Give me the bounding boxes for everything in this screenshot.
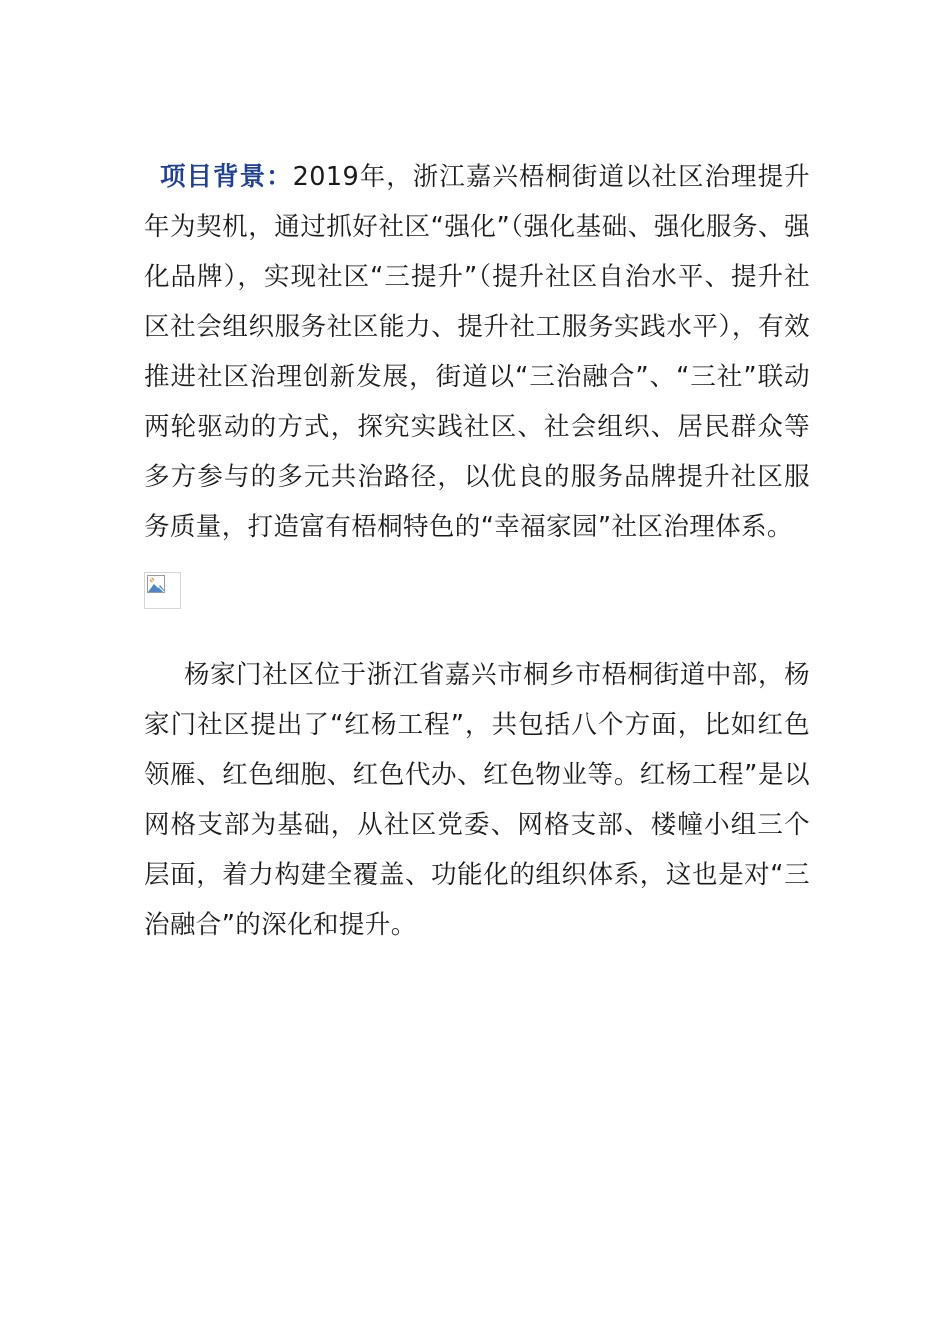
- project-background-text: 2019年，浙江嘉兴梧桐街道以社区治理提升年为契机，通过抓好社区“强化”（强化基础、强化服务、强化品牌），实现社区“三提升”（提升社区自治水平、提升社区社会组织服务社区能力、提升社工服务实践水平），有效推进社区治理创新发展，街道以“三治融合”、“三社”联动两轮驱动的方式，探究实践社区、社会组织、居民群众等多方参与的多元共治路径，以优良的服务品牌提升社区服务质量，打造富有梧桐特色的“幸福家园”社区治理体系。: [144, 161, 810, 542]
- project-background-label: 项目背景：: [160, 161, 293, 192]
- yangjiamen-paragraph: 杨家门社区位于浙江省嘉兴市桐乡市梧桐街道中部，杨家门社区提出了“红杨工程”，共包括八个方面，比如红色领雁、红色细胞、红色代办、红色物业等。红杨工程”是以网格支部为基础，从社区党委、网格支部、楼幢小组三个层面，着力构建全覆盖、功能化的组织体系，这也是对“三治融合”的深化和提升。: [144, 659, 810, 940]
- broken-image-icon: [147, 575, 165, 593]
- project-background-paragraph: [144, 152, 810, 552]
- broken-image-placeholder: [144, 572, 181, 609]
